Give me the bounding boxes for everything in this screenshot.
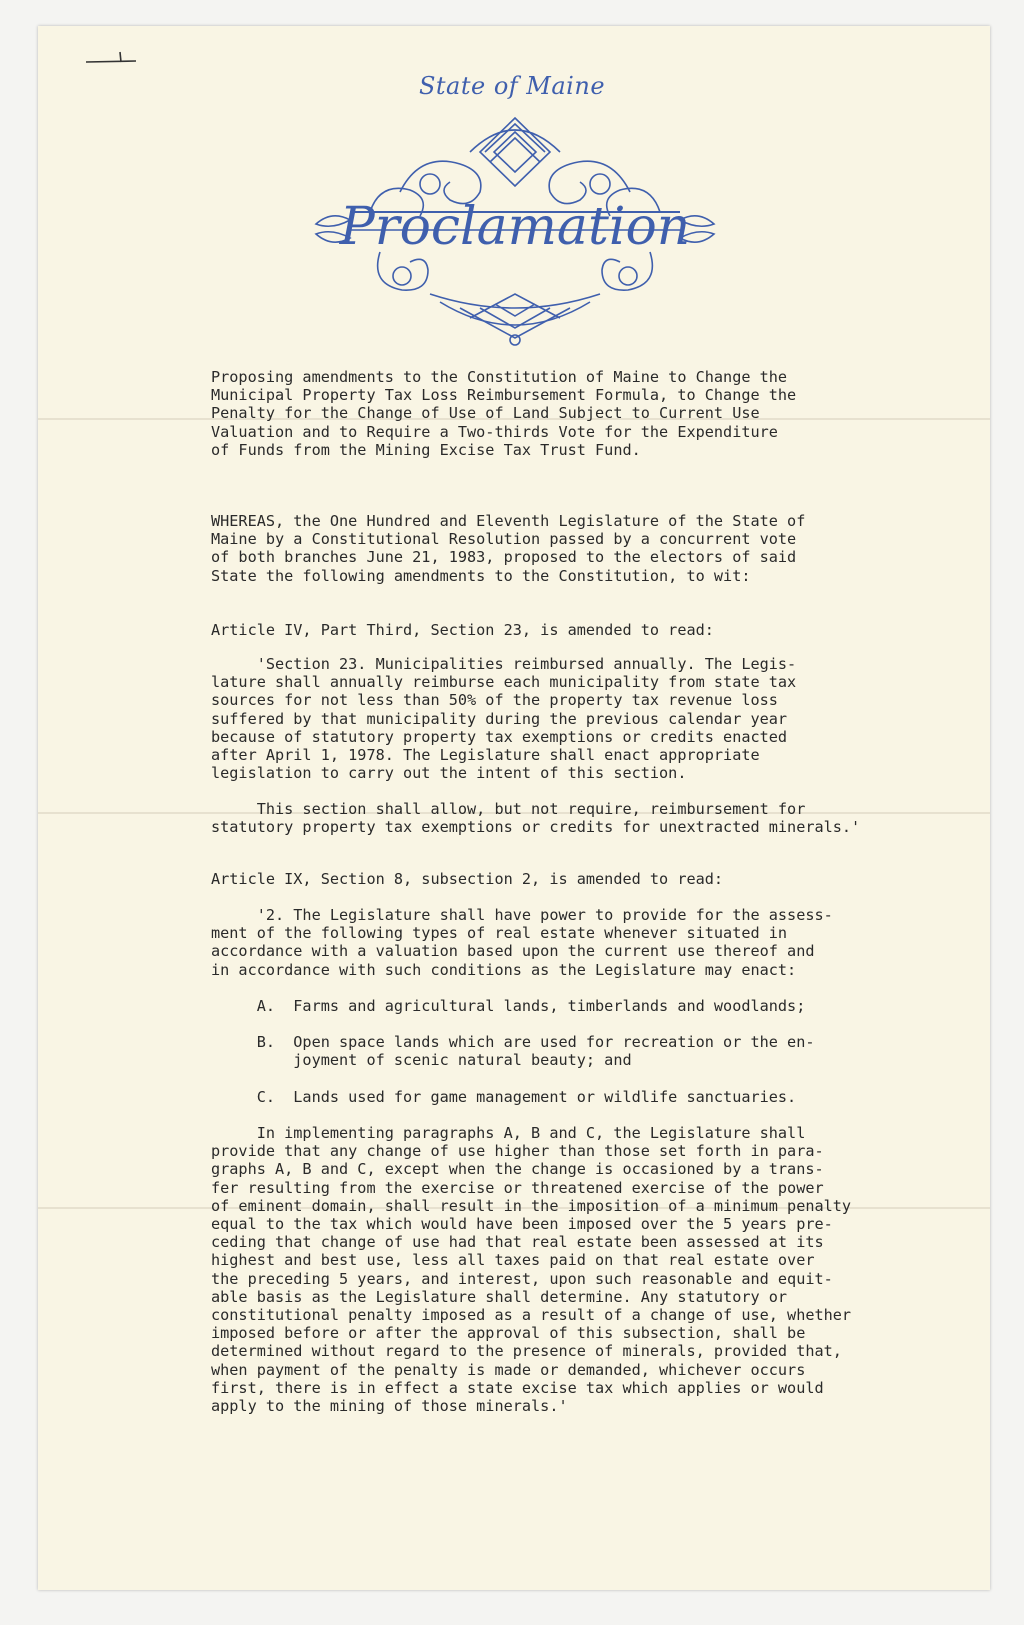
state-of-maine-title: State of Maine [418, 72, 606, 100]
proclamation-word: Proclamation [339, 197, 691, 257]
section-23-text: 'Section 23. Municipalities reimbursed annually. The Legis- lature shall annually reimburse each municipality from state tax sources for not less than 50% of the property tax revenue loss suffered by that municipality during the previous calendar year because of statutory property tax exemptions or credits enacted after April 1, 1978. The Legislature shall enact appropriate legislation to carry out the intent of this section. [211, 655, 797, 783]
item-a: A. Farms and agricultural lands, timberlands and woodlands; [211, 997, 806, 1015]
article-ix-heading: Article IX, Section 8, subsection 2, is amended to read: [211, 870, 724, 888]
proclamation-seal-ornament [310, 112, 720, 348]
handwritten-mark [84, 50, 140, 70]
allow-clause: This section shall allow, but not require, reimbursement for statutory property tax exemptions or credits for unextracted minerals.' [211, 800, 861, 837]
item-c: C. Lands used for game management or wildlife sanctuaries. [211, 1088, 797, 1106]
article-iv-heading: Article IV, Part Third, Section 23, is amended to read: [211, 621, 714, 639]
intro-paragraph: Proposing amendments to the Constitution of Maine to Change the Municipal Property Tax Loss Reimbursement Formula, to Change the Penalty for the Change of Use of Land Subject to Current Use Valuation and to Require a Two-thirds Vote for the Expenditure of Funds from the Mining Excise Tax Trust Fund. [211, 368, 797, 459]
subsection-2-text: '2. The Legislature shall have power to provide for the assess- ment of the following types of real estate whenever situated in accordance with a valuation based upon the current use thereof and in accordance with such conditions as the Legislature may enact: [211, 906, 833, 979]
implementing-paragraph: In implementing paragraphs A, B and C, the Legislature shall provide that any change of use higher than those set forth in para- graphs A, B and C, except when the change is occasioned by a trans- fer resulting from the exercise or threatened exercise of the power of eminent domain, shall result in the imposition of a minimum penalty equal to the tax which would have been imposed over the 5 years pre- ceding that change of use had that real estate been assessed at its highest and best use, less all taxes paid on that real estate over the preceding 5 years, and interest, upon such reasonable and equit- able basis as the Legislature shall determine. Any statutory or constitutional penalty imposed as a result of a change of use, whether imposed before or after the approval of this subsection, shall be determined without regard to the presence of minerals, provided that, when payment of the penalty is made or demanded, whichever occurs first, there is in effect a state excise tax which applies or would apply to the mining of those minerals.' [211, 1124, 852, 1416]
item-b: B. Open space lands which are used for recreation or the en- joyment of scenic natural beauty; and [256, 1033, 815, 1070]
whereas-paragraph: WHEREAS, the One Hundred and Eleventh Legislature of the State of Maine by a Constitutional Resolution passed by a concurrent vote of both branches June 21, 1983, proposed to the electors of said State the following amendments to the Constitution, to wit: [211, 512, 806, 585]
